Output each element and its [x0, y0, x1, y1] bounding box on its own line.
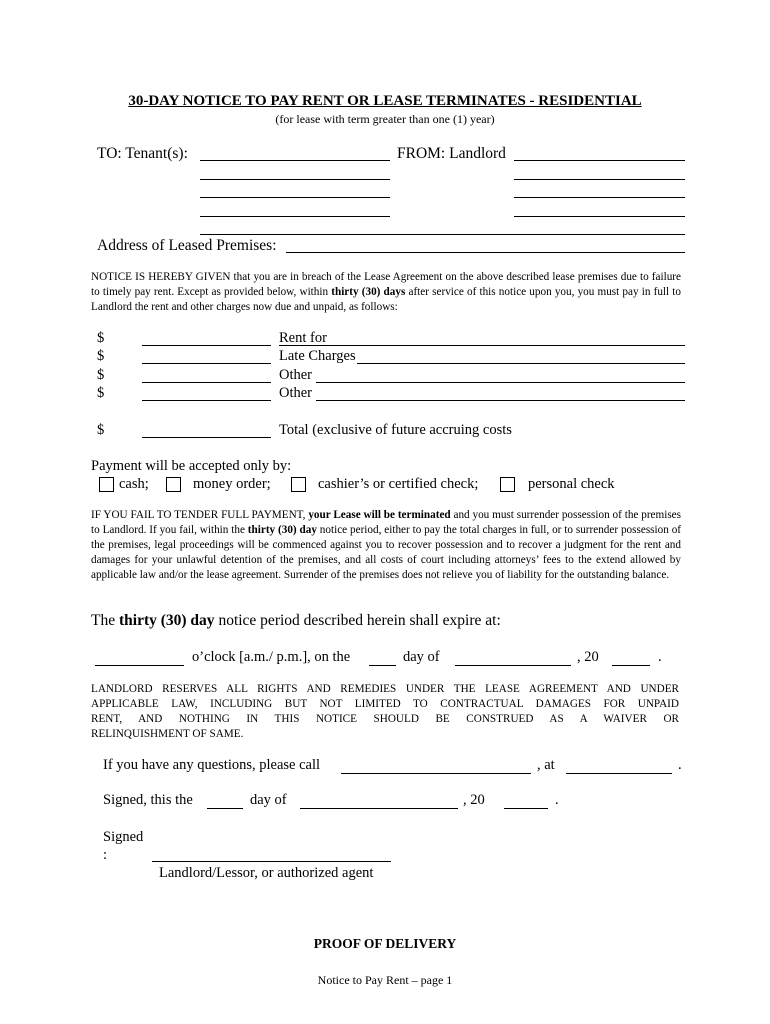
expiry-year-line[interactable] [612, 665, 650, 666]
signature-line[interactable] [152, 861, 391, 862]
signed-label: Signed [103, 829, 144, 845]
other-detail-line-2[interactable] [316, 400, 685, 401]
tenant-name-line-3[interactable] [200, 197, 390, 198]
landlord-name-line-3[interactable] [514, 197, 685, 198]
expiry-time-line[interactable] [95, 665, 184, 666]
address-line[interactable] [286, 252, 685, 253]
expiry-heading: The thirty (30) day notice period described herein shall expire at: [91, 612, 501, 629]
proof-of-delivery-heading: PROOF OF DELIVERY [313, 936, 457, 951]
currency-sign: $ [97, 385, 105, 401]
total-amount-line[interactable] [142, 437, 271, 438]
expiry-year-prefix: , 20 [577, 649, 599, 665]
oclock-label: o’clock [a.m./ p.m.], on the [192, 649, 351, 665]
charge-label-rent: Rent for [279, 330, 327, 346]
questions-period: . [678, 757, 682, 773]
contact-address-line[interactable] [566, 773, 672, 774]
signed-year-line[interactable] [504, 808, 548, 809]
reserve-rights-paragraph [91, 682, 679, 742]
questions-label: If you have any questions, please call [103, 757, 321, 773]
page-footer: Notice to Pay Rent – page 1 [317, 973, 453, 987]
reserve-line-4: RELINQUISHMENT OF SAME. [91, 728, 244, 740]
other-amount-line-2[interactable] [142, 400, 271, 401]
total-label: Total (exclusive of future accruing costs [279, 422, 512, 438]
reserve-line-3: RENT, AND NOTHING IN THIS NOTICE SHOULD BE CONSTRUED AS A WAIVER OR [91, 713, 679, 725]
cash-checkbox[interactable] [99, 477, 114, 492]
questions-at-label: , at [537, 757, 555, 773]
signed-colon: : [103, 847, 108, 863]
expiry-day-line[interactable] [369, 665, 396, 666]
cash-option-label: cash; [119, 476, 149, 492]
expiry-month-line[interactable] [455, 665, 571, 666]
currency-sign: $ [97, 367, 105, 383]
expiry-day-of-label: day of [403, 649, 440, 665]
warning-paragraph: IF YOU FAIL TO TENDER FULL PAYMENT, your Lease will be terminated and you must surrender possession of the premises to Landlord. If you fail, within the thirty (30) day notice period, either to pay the total charges in full, or to surrender possession of the premises, legal proceedings will be commenced against you to recover possession and to recover a judgment for the rent and damages for your unlawful detention of the premises, and all costs of court including attorneys’ fees to the extend allowed by applicable law and/or the lease agreement. Surrender of the premises does not relieve you of liability for the outstanding balance. [91, 509, 682, 581]
cashiers-check-option-label: cashier’s or certified check; [318, 476, 479, 492]
tenant-name-line-1[interactable] [200, 160, 390, 161]
charge-label-late: Late Charges [279, 348, 356, 364]
rent-amount-line[interactable] [142, 345, 271, 346]
landlord-name-line-1[interactable] [514, 160, 685, 161]
charge-label-other: Other [279, 385, 313, 401]
signed-day-of-label: day of [250, 792, 287, 808]
currency-sign: $ [97, 348, 105, 364]
late-charges-amount-line[interactable] [142, 363, 271, 364]
money-order-option-label: money order; [193, 476, 271, 492]
tenant-name-line-4[interactable] [200, 216, 390, 217]
personal-check-option-label: personal check [528, 476, 615, 492]
signed-day-line[interactable] [207, 808, 243, 809]
signed-year-prefix: , 20 [463, 792, 485, 808]
to-tenant-label: TO: Tenant(s): [97, 145, 188, 162]
page-subtitle: (for lease with term greater than one (1) year) [275, 112, 495, 126]
reserve-line-1: LANDLORD RESERVES ALL RIGHTS AND REMEDIES UNDER THE LEASE AGREEMENT AND UNDER [91, 683, 679, 695]
charge-label-other: Other [279, 367, 313, 383]
other-detail-line-1[interactable] [316, 382, 685, 383]
address-label: Address of Leased Premises: [97, 237, 277, 254]
signed-date-period: . [555, 792, 559, 808]
reserve-line-2: APPLICABLE LAW, INCLUDING BUT NOT LIMITED TO CONTRACTUAL DAMAGES FOR UNPAID [91, 698, 679, 710]
currency-sign: $ [97, 422, 105, 438]
payment-label: Payment will be accepted only by: [91, 458, 292, 474]
late-charges-detail-line[interactable] [357, 363, 685, 364]
currency-sign: $ [97, 330, 105, 346]
page-title: 30-DAY NOTICE TO PAY RENT OR LEASE TERMINATES - RESIDENTIAL [128, 93, 642, 109]
signed-month-line[interactable] [300, 808, 458, 809]
notice-paragraph: NOTICE IS HEREBY GIVEN that you are in breach of the Lease Agreement on the above described lease premises due to failure to timely pay rent. Except as provided below, within thirty (30) days after service of this notice upon you, you must pay in full to Landlord the rent and other charges now due and unpaid, as follows: [91, 271, 682, 313]
tenant-name-line-2[interactable] [200, 179, 390, 180]
contact-phone-line[interactable] [341, 773, 531, 774]
personal-check-checkbox[interactable] [500, 477, 515, 492]
from-landlord-label: FROM: Landlord [397, 145, 506, 162]
landlord-name-line-2[interactable] [514, 179, 685, 180]
signature-caption: Landlord/Lessor, or authorized agent [159, 865, 374, 881]
other-amount-line-1[interactable] [142, 382, 271, 383]
cashiers-check-checkbox[interactable] [291, 477, 306, 492]
money-order-checkbox[interactable] [166, 477, 181, 492]
rent-period-line[interactable] [279, 345, 685, 346]
expiry-period: . [658, 649, 662, 665]
signed-date-label: Signed, this the [103, 792, 193, 808]
landlord-name-line-4[interactable] [514, 216, 685, 217]
address-line-extra[interactable] [200, 234, 685, 235]
